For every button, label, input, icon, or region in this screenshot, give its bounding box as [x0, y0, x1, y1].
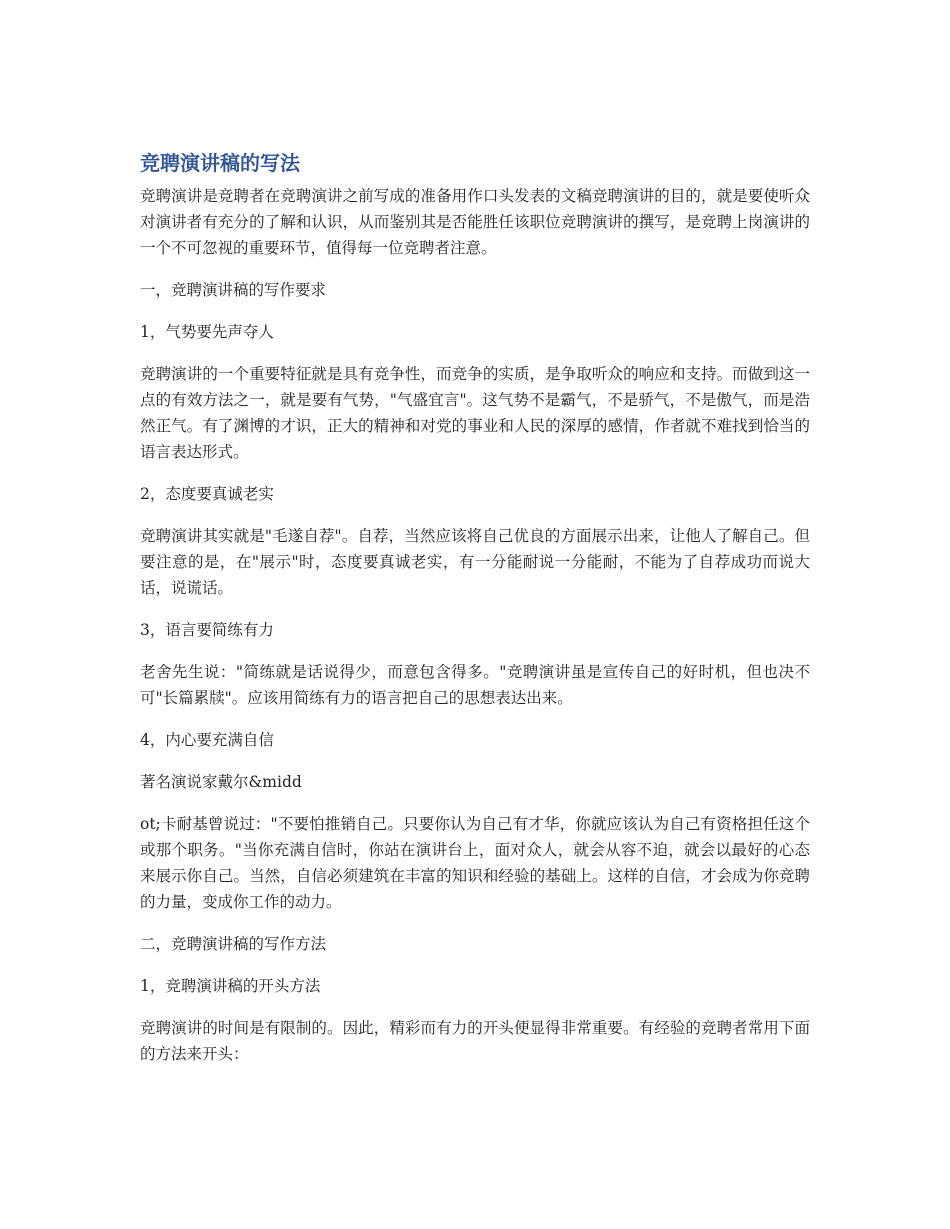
- method-body-opening: 竞聘演讲的时间是有限制的。因此，精彩而有力的开头便显得非常重要。有经验的竞聘者常用下面的方法来开头：: [140, 1019, 810, 1063]
- item-body-concise: 老舍先生说："简练就是话说得少，而意包含得多。"竞聘演讲虽是宣传自己的好时机，但也决不可"长篇累牍"。应该用简练有力的语言把自己的思想表达出来。: [140, 663, 810, 707]
- item-heading-sincerity: 2，态度要真诚老实: [140, 485, 274, 503]
- document-page: [140, 148, 810, 1083]
- item-heading-confidence: 4，内心要充满自信: [140, 731, 274, 749]
- item-body-confidence-start: 著名演说家戴尔&midd: [140, 773, 302, 791]
- section-heading-requirements: 一，竞聘演讲稿的写作要求: [140, 281, 327, 299]
- item-heading-concise: 3，语言要简练有力: [140, 621, 274, 639]
- item-heading-momentum: 1，气势要先声夺人: [140, 323, 274, 341]
- item-body-sincerity: 竞聘演讲其实就是"毛遂自荐"。自荐，当然应该将自己优良的方面展示出来，让他人了解自己。但要注意的是，在"展示"时，态度要真诚老实，有一分能耐说一分能耐，不能为了自荐成功而说大话，说谎话。: [140, 527, 810, 597]
- item-body-confidence: ot;卡耐基曾说过："不要怕推销自己。只要你认为自己有才华，你就应该认为自己有资格担任这个或那个职务。"当你充满自信时，你站在演讲台上，面对众人，就会从容不迫，就会以最好的心态来展示你自己。当然，自信必须建筑在丰富的知识和经验的基础上。这样的自信，才会成为你竞聘的力量，变成你工作的动力。: [140, 815, 810, 911]
- intro-paragraph: 竞聘演讲是竞聘者在竞聘演讲之前写成的准备用作口头发表的文稿竞聘演讲的目的，就是要使听众对演讲者有充分的了解和认识，从而鉴别其是否能胜任该职位竞聘演讲的撰写，是竞聘上岗演讲的一个不可忽视的重要环节，值得每一位竞聘者注意。: [140, 187, 810, 257]
- section-heading-methods: 二，竞聘演讲稿的写作方法: [140, 935, 327, 953]
- item-body-momentum: 竞聘演讲的一个重要特征就是具有竞争性，而竞争的实质，是争取听众的响应和支持。而做到这一点的有效方法之一，就是要有气势，"气盛宜言"。这气势不是霸气，不是骄气，不是傲气，而是浩然正气。有了渊博的才识，正大的精神和对党的事业和人民的深厚的感情，作者就不难找到恰当的语言表达形式。: [140, 365, 810, 461]
- document-title: 竞聘演讲稿的写法: [140, 151, 300, 175]
- method-heading-opening: 1，竞聘演讲稿的开头方法: [140, 977, 321, 995]
